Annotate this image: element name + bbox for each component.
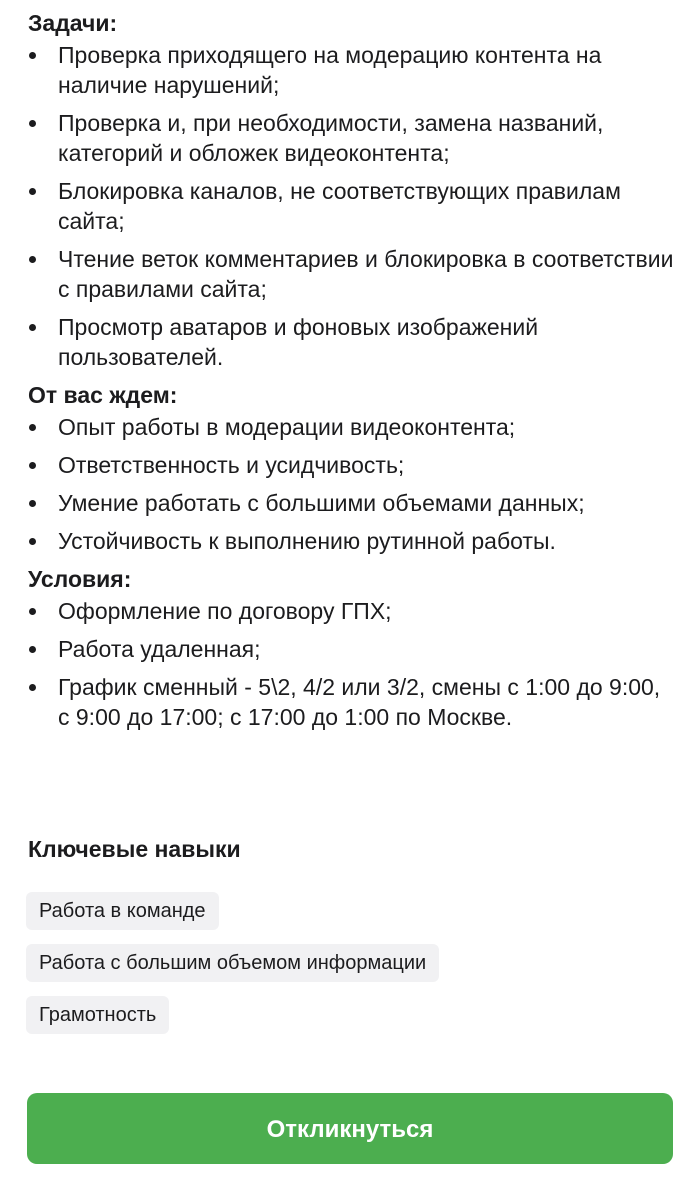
list-item (28, 596, 678, 626)
list-item-text: Оформление по договору ГПХ; (58, 598, 392, 624)
list-item (28, 40, 678, 100)
bullet-icon (29, 324, 36, 331)
respond-button[interactable]: Откликнуться (27, 1093, 673, 1164)
key-skills-list (26, 892, 676, 1048)
list-item-text: Умение работать с большими объемами данных; (58, 490, 585, 516)
list-item-text: Чтение веток комментариев и блокировка в соответствии с правилами сайта; (58, 246, 674, 302)
bullet-icon (29, 424, 36, 431)
list-item-text: Проверка приходящего на модерацию контента на наличие нарушений; (58, 42, 602, 98)
skill-tag: Работа с большим объемом информации (26, 944, 439, 982)
list-item (28, 108, 678, 168)
bullet-icon (29, 538, 36, 545)
list-item-text: График сменный - 5\2, 4/2 или 3/2, смены с 1:00 до 9:00, с 9:00 до 17:00; с 17:00 до 1:00 по Москве. (58, 674, 661, 730)
requirements-list (28, 412, 678, 556)
list-item-text: Устойчивость к выполнению рутинной работы. (58, 528, 556, 554)
list-item (28, 176, 678, 236)
list-item-text: Просмотр аватаров и фоновых изображений пользователей. (58, 314, 539, 370)
bullet-icon (29, 608, 36, 615)
bullet-icon (29, 256, 36, 263)
list-item (28, 312, 678, 372)
list-item-text: Ответственность и усидчивость; (58, 452, 405, 478)
tasks-title: Задачи: (28, 10, 118, 36)
tasks-list (28, 40, 678, 372)
bullet-icon (29, 462, 36, 469)
bullet-icon (29, 500, 36, 507)
key-skills-title: Ключевые навыки (28, 836, 241, 862)
bullet-icon (29, 684, 36, 691)
conditions-title: Условия: (28, 566, 132, 592)
list-item-text: Блокировка каналов, не соответствующих правилам сайта; (58, 178, 621, 234)
bullet-icon (29, 188, 36, 195)
bullet-icon (29, 646, 36, 653)
list-item-text: Проверка и, при необходимости, замена названий, категорий и обложек видеоконтента; (58, 110, 604, 166)
skill-tag: Грамотность (26, 996, 169, 1034)
requirements-title: От вас ждем: (28, 382, 178, 408)
vacancy-description (28, 0, 678, 740)
list-item (28, 634, 678, 664)
bullet-icon (29, 120, 36, 127)
list-item-text: Опыт работы в модерации видеоконтента; (58, 414, 516, 440)
list-item (28, 672, 678, 732)
list-item-text: Работа удаленная; (58, 636, 261, 662)
bullet-icon (29, 52, 36, 59)
list-item (28, 412, 678, 442)
list-item (28, 450, 678, 480)
conditions-list (28, 596, 678, 732)
list-item (28, 526, 678, 556)
list-item (28, 488, 678, 518)
list-item (28, 244, 678, 304)
skill-tag: Работа в команде (26, 892, 219, 930)
